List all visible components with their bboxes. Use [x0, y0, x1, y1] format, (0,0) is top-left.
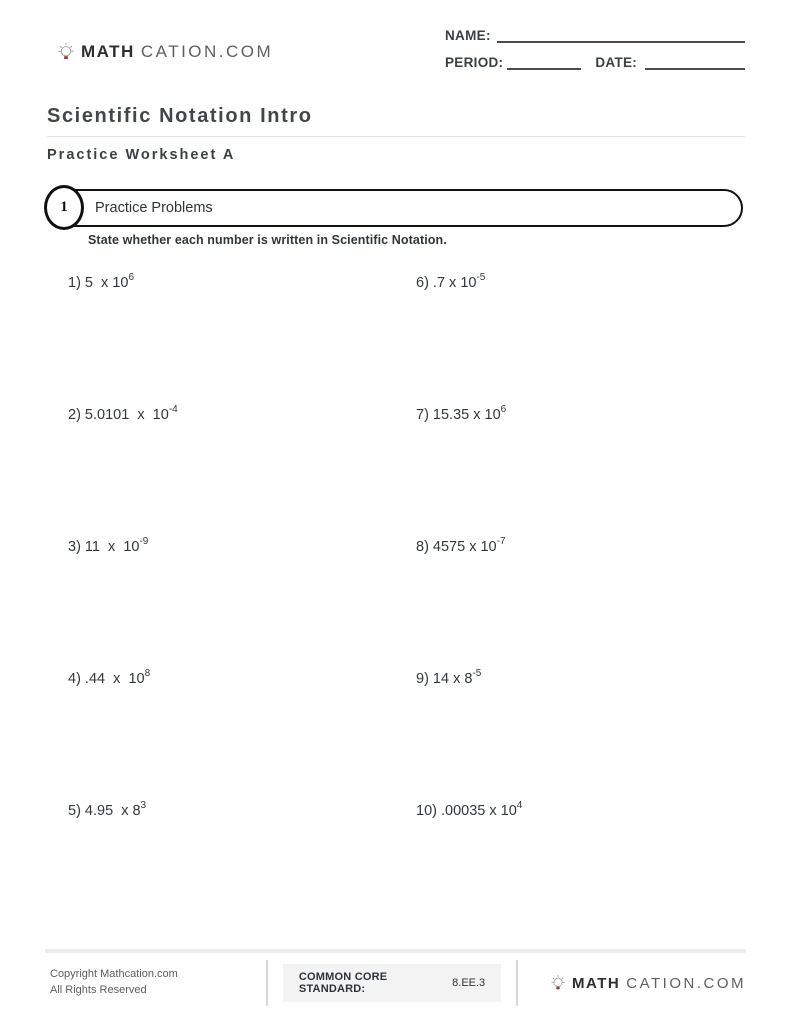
problem-1: 1) 5 x $10^6$ — [68, 272, 135, 291]
footer-separator-1 — [266, 960, 268, 1006]
section-banner — [0, 189, 791, 227]
problem-3: 3) 11 x $10^{-9}$ — [68, 536, 149, 555]
period-field[interactable] — [507, 55, 581, 70]
brand-name-bold: MATH — [81, 42, 135, 61]
name-field[interactable] — [497, 28, 745, 43]
problem-4: 4) .44 x $10^8$ — [68, 668, 151, 687]
section-banner-box — [47, 189, 743, 227]
copyright-line2: All Rights Reserved — [50, 984, 147, 996]
section-number: 1 — [60, 199, 68, 215]
lightbulb-icon — [550, 974, 566, 992]
brand-name-bold: MATH — [572, 974, 621, 992]
problem-10: 10) .00035 x $10^4$ — [416, 800, 523, 819]
brand-logo — [57, 42, 273, 62]
section-title: Practice Problems — [95, 200, 213, 216]
title-divider — [47, 136, 745, 137]
problems-area — [0, 273, 791, 943]
page-title: Scientific Notation Intro — [47, 105, 313, 127]
copyright-text — [50, 967, 266, 999]
common-core-standard-box — [283, 964, 501, 1002]
copyright-line1: Copyright Mathcation.com — [50, 968, 178, 981]
bulb-base — [64, 56, 68, 59]
footer — [50, 960, 746, 1006]
problem-6: 6) .7 x $10^{-5}$ — [416, 272, 486, 291]
name-label: NAME: — [445, 28, 491, 43]
period-date-row — [445, 55, 745, 70]
period-label: PERIOD: — [445, 55, 504, 70]
problem-5: 5) 4.95 x $8^3$ — [68, 800, 147, 819]
section-number-badge — [44, 185, 84, 230]
student-fields — [445, 28, 745, 82]
standard-value: 8.EE.3 — [452, 977, 486, 989]
date-field[interactable] — [645, 55, 745, 70]
footer-divider — [45, 949, 746, 953]
problem-7: 7) 15.35 x $10^6$ — [416, 404, 507, 423]
footer-separator-2 — [516, 960, 518, 1006]
problem-9: 9) 14 x $8^{-5}$ — [416, 668, 482, 687]
worksheet-subtitle: Practice Worksheet A — [47, 147, 236, 163]
section-instruction: State whether each number is written in Scientific Notation. — [88, 233, 447, 247]
brand-name-light: CATION.COM — [626, 974, 746, 992]
standard-label: COMMON CORE STANDARD: — [298, 971, 388, 995]
bulb-base — [556, 987, 559, 990]
name-row — [445, 28, 745, 43]
problems-column-right — [416, 273, 522, 933]
problems-column-left — [68, 273, 178, 933]
problem-8: 8) 4575 x $10^{-7}$ — [416, 536, 506, 555]
problem-2: 2) 5.0101 x $10^{-4}$ — [68, 404, 178, 423]
date-label: DATE: — [595, 55, 638, 70]
brand-name-light: CATION.COM — [140, 42, 274, 61]
lightbulb-icon — [57, 42, 75, 62]
footer-brand-logo — [550, 974, 746, 992]
